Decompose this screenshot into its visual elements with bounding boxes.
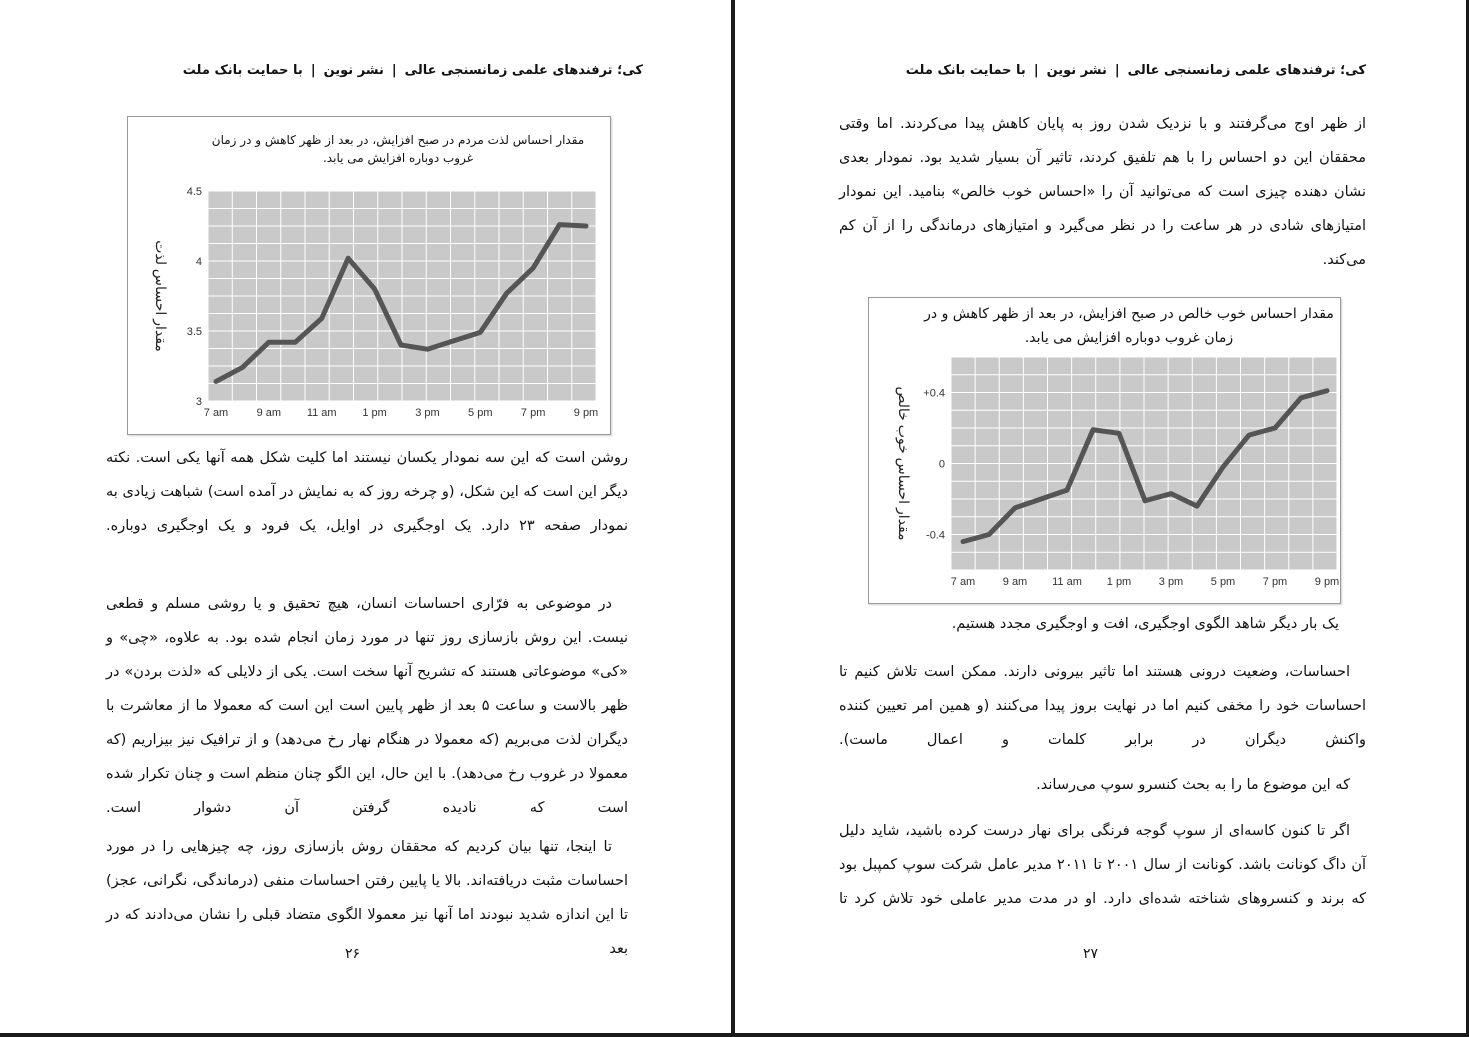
data-point — [267, 341, 270, 344]
chart-title: مقدار احساس لذت مردم در صبح افزایش، در بعد از ظهر کاهش و در زمان غروب دوباره افزایش می یابد. — [211, 133, 585, 165]
data-point — [1014, 506, 1017, 509]
data-point — [1300, 396, 1303, 399]
y-tick-label: 4 — [195, 256, 202, 268]
data-point — [962, 540, 965, 543]
data-point — [1144, 499, 1147, 502]
x-tick-label: 9 am — [1002, 576, 1028, 588]
figure-pleasure-chart — [127, 116, 611, 435]
data-point — [1326, 389, 1329, 392]
pleasure-line-chart — [128, 117, 610, 434]
x-tick-label: 7 am — [203, 407, 229, 419]
data-point — [347, 257, 350, 260]
data-point — [400, 344, 403, 347]
y-tick-label: +0.4 — [923, 387, 945, 400]
x-tick-label: 11 am — [306, 407, 337, 419]
data-point — [532, 267, 535, 270]
data-point — [988, 533, 991, 536]
data-point — [452, 339, 455, 342]
x-tick-label: 1 pm — [1106, 576, 1132, 588]
page-number: ۲۶ — [345, 946, 361, 962]
paragraph-3: تا اینجا، تنها بیان کردیم که محققان روش بازسازی روز، چه چیزهایی را در مورد احساسات مثبت دریافته‌اند. بالا یا پایین رفتن احساسات منفی (درماندگی، نگرانی، عجز) تا این اندازه شدید نبودند اما آنها نیز معمولا الگوی متضاد قبلی را نشان می‌دادند که در بعد — [106, 839, 628, 957]
header-sponsor: با حمایت بانک ملت — [182, 63, 303, 78]
x-tick-label: 5 pm — [1210, 576, 1236, 588]
data-point — [1170, 492, 1173, 495]
paragraph-2: احساسات، وضعیت درونی هستند اما تاثیر بیرونی دارند. ممکن است تلاش کنیم تا احساسات خود را مخفی کنیم اما در نهایت بروز پیدا می‌کنند (و همین امر تعیین کننده واکنش دیگران در برابر کلمات و اعمال ماست). — [839, 664, 1366, 748]
paragraph-1: از ظهر اوج می‌گرفتند و با نزدیک شدن روز به پایان کاهش پیدا می‌کردند. اما وقتی محققان این دو احساس را با هم تلفیق کردند، تاثیر آن بسیار شدید بود. نمودار بعدی نشان دهنده چیزی است که می‌توانید آن را «احساس خوب خالص» بنامید. این نمودار امتیازهای شادی در هر ساعت را در نظر می‌گیرد و امتیازهای درماندگی را از آن کم می‌کند. — [839, 116, 1366, 268]
running-header — [906, 63, 1366, 78]
header-book-title: کی؛ ترفندهای علمی زمانسنجی عالی — [404, 63, 643, 78]
header-publisher: نشر نوین — [1046, 63, 1107, 78]
x-tick-label: 3 pm — [1158, 576, 1184, 588]
header-book-title: کی؛ ترفندهای علمی زمانسنجی عالی — [1127, 63, 1366, 78]
chart-title: مقدار احساس خوب خالص در صبح افزایش، در بعد از ظهر کاهش و در زمان غروب دوباره افزایش می یابد. — [924, 306, 1334, 346]
data-point — [1274, 427, 1277, 430]
data-point — [241, 366, 244, 369]
paragraph-4: اگر تا کنون کاسه‌ای از سوپ گوجه فرنگی برای نهار درست کرده باشید، شاید دلیل آن داگ کونانت باشد. کونانت از سال ۲۰۰۱ تا ۲۰۱۱ مدیر عامل شرکت سوپ کمپبل بود که برند و کنسروهای شناخته شده‌ای دارد. او در مدت مدیر عاملی خود تلاش کرد تا — [839, 823, 1367, 907]
data-point — [479, 331, 482, 334]
y-tick-label: -0.4 — [926, 529, 945, 542]
data-point — [1196, 505, 1199, 508]
paragraph-1: روشن است که این سه نمودار یکسان نیستند اما کلیت شکل همه آنها یکی است. نکته دیگر این است که این شکل، (و چرخه روز که به نمایش در آمده است) شباهت زیادی به نمودار صفحه ۲۳ دارد. یک اوجگیری در اوایل، یک فرود و یک اوجگیری دوباره. — [106, 450, 628, 534]
header-separator: | — [310, 63, 316, 78]
paragraph-2: در موضوعی به فرّاری احساسات انسان، هیچ تحقیق و یا روشی مسلم و قطعی نیست. این روش بازسازی روز تنها در مورد زمان انجام شده بود. به علاوه، «چی» و «کی» موضوعاتی هستند که تشریح آنها سخت است. یکی از دلایلی که «لذت بردن» در ظهر بالاست و ساعت ۵ بعد از ظهر پایین است این است که معمولا ما از معاشرت با دیگران لذت می‌بریم (که معمولا در هنگام نهار رخ می‌دهد) و از ترافیک نیز بیزاریم (که معمولا در غروب رخ می‌دهد). با این حال، این الگو چنان منظم است و چنان تکرار شده است که نادیده گرفتن آن دشوار است. — [106, 596, 629, 816]
data-point — [1248, 434, 1251, 437]
left-page — [0, 0, 731, 1033]
data-point — [215, 380, 218, 383]
data-point — [1222, 466, 1225, 469]
page-bottom-edge — [0, 1033, 1469, 1037]
x-tick-label: 7 pm — [1262, 576, 1288, 588]
y-axis-label: مقدار احساس خوب خالص — [896, 386, 912, 541]
x-tick-label: 7 am — [950, 576, 976, 588]
x-tick-label: 11 am — [1052, 576, 1082, 588]
x-tick-label: 5 pm — [468, 407, 493, 419]
data-point — [1092, 428, 1095, 431]
data-point — [585, 225, 588, 228]
header-sponsor: با حمایت بانک ملت — [905, 63, 1026, 78]
data-point — [320, 317, 323, 320]
data-point — [426, 348, 429, 351]
x-tick-label: 9 am — [256, 407, 282, 419]
x-tick-label: 1 pm — [362, 407, 387, 419]
x-tick-label: 9 pm — [573, 407, 599, 419]
x-tick-label: 3 pm — [415, 407, 440, 419]
data-point — [505, 292, 508, 295]
figure-net-feeling-chart — [868, 297, 1341, 604]
y-axis-label: مقدار احساس لذت — [153, 240, 169, 352]
y-tick-label: 3.5 — [186, 326, 202, 338]
y-tick-label: 3 — [195, 396, 202, 408]
page-number: ۲۷ — [1083, 946, 1099, 962]
header-separator: | — [1114, 63, 1120, 78]
data-point — [294, 341, 297, 344]
data-point — [1066, 489, 1069, 492]
header-separator: | — [391, 63, 397, 78]
right-page — [735, 0, 1469, 1033]
header-separator: | — [1033, 63, 1039, 78]
figure-caption: یک بار دیگر شاهد الگوی اوجگیری، افت و اوجگیری مجدد هستیم. — [951, 616, 1339, 632]
data-point — [558, 223, 561, 226]
y-tick-label: 4.5 — [186, 186, 202, 198]
paragraph-3: که این موضوع ما را به بحث کنسرو سوپ می‌رساند. — [1036, 777, 1350, 793]
x-tick-label: 9 pm — [1314, 576, 1340, 588]
net-feeling-line-chart — [869, 298, 1340, 603]
data-point — [373, 288, 376, 291]
running-header — [183, 63, 643, 78]
data-point — [1040, 498, 1043, 501]
data-point — [1118, 432, 1121, 435]
x-tick-label: 7 pm — [520, 407, 546, 419]
header-publisher: نشر نوین — [323, 63, 384, 78]
y-tick-label: 0 — [938, 458, 945, 471]
